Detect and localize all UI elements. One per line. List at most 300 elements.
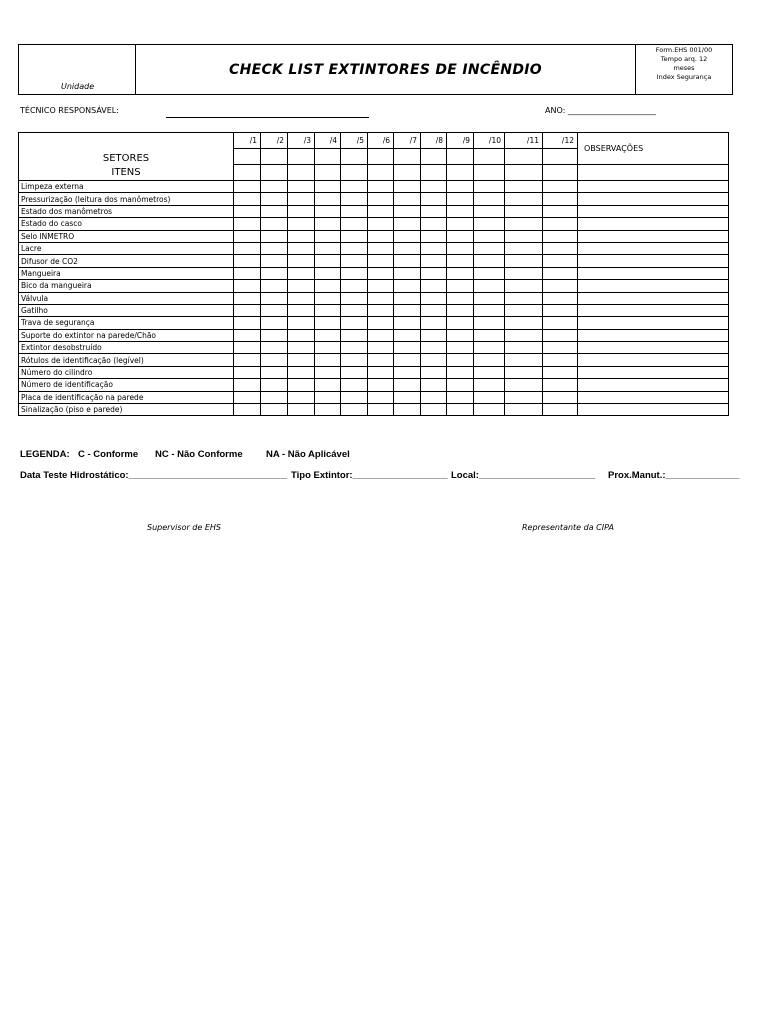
check-cell[interactable]: [543, 242, 578, 254]
check-cell[interactable]: [315, 304, 341, 316]
check-cell[interactable]: [505, 354, 543, 366]
check-cell[interactable]: [505, 280, 543, 292]
check-cell[interactable]: [505, 255, 543, 267]
month-header: /1: [234, 133, 261, 149]
sector-cell[interactable]: [447, 165, 474, 181]
sector-cell[interactable]: [315, 149, 341, 165]
check-cell[interactable]: [421, 354, 447, 366]
item-label: Mangueira: [19, 267, 234, 279]
check-cell[interactable]: [447, 205, 474, 217]
check-cell[interactable]: [261, 391, 288, 403]
check-cell[interactable]: [421, 193, 447, 205]
check-cell[interactable]: [394, 329, 421, 341]
sector-cell[interactable]: [543, 165, 578, 181]
check-cell[interactable]: [315, 354, 341, 366]
check-cell[interactable]: [341, 304, 368, 316]
check-cell[interactable]: [394, 317, 421, 329]
check-cell[interactable]: [474, 379, 505, 391]
check-cell[interactable]: [474, 205, 505, 217]
check-cell[interactable]: [474, 366, 505, 378]
local-field[interactable]: Local:______________________: [451, 470, 596, 481]
check-cell[interactable]: [315, 230, 341, 242]
check-cell[interactable]: [261, 242, 288, 254]
sector-cell[interactable]: [421, 165, 447, 181]
check-cell[interactable]: [447, 342, 474, 354]
form-title: CHECK LIST EXTINTORES DE INCÊNDIO: [229, 61, 542, 78]
check-cell[interactable]: [315, 379, 341, 391]
check-cell[interactable]: [474, 342, 505, 354]
check-cell[interactable]: [447, 280, 474, 292]
check-cell[interactable]: [394, 366, 421, 378]
check-cell[interactable]: [341, 354, 368, 366]
check-cell[interactable]: [421, 304, 447, 316]
check-cell[interactable]: [421, 280, 447, 292]
item-label: Número do cilindro: [19, 366, 234, 378]
check-cell[interactable]: [505, 329, 543, 341]
check-cell[interactable]: [505, 181, 543, 193]
sector-cell[interactable]: [315, 165, 341, 181]
check-cell[interactable]: [505, 230, 543, 242]
check-cell[interactable]: [421, 292, 447, 304]
check-cell[interactable]: [368, 404, 394, 416]
check-cell[interactable]: [421, 242, 447, 254]
check-cell[interactable]: [315, 205, 341, 217]
check-cell[interactable]: [447, 292, 474, 304]
check-cell[interactable]: [315, 280, 341, 292]
check-cell[interactable]: [447, 391, 474, 403]
check-cell[interactable]: [261, 329, 288, 341]
check-cell[interactable]: [421, 181, 447, 193]
check-cell[interactable]: [421, 379, 447, 391]
check-cell[interactable]: [288, 391, 315, 403]
check-cell[interactable]: [394, 255, 421, 267]
check-cell[interactable]: [394, 267, 421, 279]
month-header: /9: [447, 133, 474, 149]
check-cell[interactable]: [394, 218, 421, 230]
check-cell[interactable]: [394, 354, 421, 366]
sector-cell[interactable]: [447, 149, 474, 165]
table-row: [19, 292, 729, 304]
month-header: /4: [315, 133, 341, 149]
check-cell[interactable]: [234, 304, 261, 316]
check-cell[interactable]: [421, 317, 447, 329]
check-cell[interactable]: [261, 304, 288, 316]
check-cell[interactable]: [394, 181, 421, 193]
check-cell[interactable]: [261, 292, 288, 304]
check-cell[interactable]: [543, 280, 578, 292]
check-cell[interactable]: [543, 342, 578, 354]
check-cell[interactable]: [394, 280, 421, 292]
check-cell[interactable]: [394, 304, 421, 316]
check-cell[interactable]: [474, 404, 505, 416]
observation-cell[interactable]: [578, 404, 729, 416]
check-cell[interactable]: [368, 354, 394, 366]
check-cell[interactable]: [341, 379, 368, 391]
check-cell[interactable]: [543, 391, 578, 403]
check-cell[interactable]: [368, 205, 394, 217]
observation-cell[interactable]: [578, 242, 729, 254]
check-cell[interactable]: [505, 205, 543, 217]
sector-cell[interactable]: [505, 165, 543, 181]
check-cell[interactable]: [447, 329, 474, 341]
check-cell[interactable]: [543, 193, 578, 205]
check-cell[interactable]: [315, 342, 341, 354]
check-cell[interactable]: [368, 218, 394, 230]
check-cell[interactable]: [315, 391, 341, 403]
check-cell[interactable]: [447, 230, 474, 242]
check-cell[interactable]: [368, 181, 394, 193]
signature-cipa: Representante da CIPA: [522, 523, 615, 532]
sector-cell[interactable]: [474, 165, 505, 181]
sector-cell[interactable]: [261, 149, 288, 165]
check-cell[interactable]: [288, 292, 315, 304]
check-cell[interactable]: [368, 242, 394, 254]
item-label: Suporte do extintor na parede/Chão: [19, 329, 234, 341]
check-cell[interactable]: [234, 267, 261, 279]
check-cell[interactable]: [474, 218, 505, 230]
check-cell[interactable]: [288, 329, 315, 341]
check-cell[interactable]: [543, 354, 578, 366]
check-cell[interactable]: [315, 329, 341, 341]
check-cell[interactable]: [315, 292, 341, 304]
check-cell[interactable]: [505, 366, 543, 378]
check-cell[interactable]: [474, 267, 505, 279]
check-cell[interactable]: [505, 292, 543, 304]
check-cell[interactable]: [288, 193, 315, 205]
check-cell[interactable]: [447, 242, 474, 254]
check-cell[interactable]: [543, 329, 578, 341]
check-cell[interactable]: [474, 292, 505, 304]
check-cell[interactable]: [543, 292, 578, 304]
check-cell[interactable]: [234, 255, 261, 267]
check-cell[interactable]: [288, 379, 315, 391]
check-cell[interactable]: [505, 242, 543, 254]
check-cell[interactable]: [261, 366, 288, 378]
check-cell[interactable]: [341, 205, 368, 217]
check-cell[interactable]: [474, 230, 505, 242]
legend-conforme: C - Conforme: [78, 449, 139, 460]
sector-cell[interactable]: [234, 165, 261, 181]
check-cell[interactable]: [234, 193, 261, 205]
check-cell[interactable]: [261, 193, 288, 205]
check-cell[interactable]: [543, 255, 578, 267]
check-cell[interactable]: [447, 366, 474, 378]
check-cell[interactable]: [474, 181, 505, 193]
check-cell[interactable]: [234, 391, 261, 403]
check-cell[interactable]: [341, 342, 368, 354]
check-cell[interactable]: [474, 255, 505, 267]
check-cell[interactable]: [368, 317, 394, 329]
check-cell[interactable]: [315, 255, 341, 267]
check-cell[interactable]: [447, 181, 474, 193]
check-cell[interactable]: [421, 366, 447, 378]
observation-cell[interactable]: [578, 230, 729, 242]
observation-cell[interactable]: [578, 317, 729, 329]
check-cell[interactable]: [447, 255, 474, 267]
check-cell[interactable]: [474, 391, 505, 403]
month-header: /3: [288, 133, 315, 149]
check-cell[interactable]: [315, 267, 341, 279]
observation-cell[interactable]: [578, 292, 729, 304]
check-cell[interactable]: [288, 205, 315, 217]
sector-cell[interactable]: [368, 165, 394, 181]
sector-cell[interactable]: [421, 149, 447, 165]
check-cell[interactable]: [543, 205, 578, 217]
check-cell[interactable]: [261, 267, 288, 279]
check-cell[interactable]: [288, 242, 315, 254]
check-cell[interactable]: [288, 255, 315, 267]
check-cell[interactable]: [288, 267, 315, 279]
sector-cell[interactable]: [368, 149, 394, 165]
check-cell[interactable]: [543, 218, 578, 230]
observation-cell[interactable]: [578, 342, 729, 354]
check-cell[interactable]: [315, 193, 341, 205]
check-cell[interactable]: [261, 280, 288, 292]
check-cell[interactable]: [368, 280, 394, 292]
check-cell[interactable]: [234, 218, 261, 230]
check-cell[interactable]: [447, 317, 474, 329]
tipo-extintor-field[interactable]: Tipo Extintor:__________________: [291, 470, 448, 481]
check-cell[interactable]: [368, 391, 394, 403]
check-cell[interactable]: [234, 181, 261, 193]
header-row: [19, 133, 729, 149]
check-cell[interactable]: [543, 267, 578, 279]
observation-cell[interactable]: [578, 193, 729, 205]
observation-cell[interactable]: [578, 165, 729, 181]
table-row: [19, 379, 729, 391]
check-cell[interactable]: [288, 366, 315, 378]
check-cell[interactable]: [261, 317, 288, 329]
check-cell[interactable]: [368, 230, 394, 242]
check-cell[interactable]: [505, 404, 543, 416]
check-cell[interactable]: [368, 342, 394, 354]
check-cell[interactable]: [505, 218, 543, 230]
check-cell[interactable]: [421, 267, 447, 279]
check-cell[interactable]: [341, 267, 368, 279]
observation-cell[interactable]: [578, 205, 729, 217]
observation-cell[interactable]: [578, 304, 729, 316]
check-cell[interactable]: [341, 181, 368, 193]
check-cell[interactable]: [288, 354, 315, 366]
check-cell[interactable]: [421, 342, 447, 354]
check-cell[interactable]: [447, 267, 474, 279]
check-cell[interactable]: [341, 329, 368, 341]
sector-cell[interactable]: [341, 165, 368, 181]
check-cell[interactable]: [474, 242, 505, 254]
item-label: Gatilho: [19, 304, 234, 316]
check-cell[interactable]: [234, 292, 261, 304]
check-cell[interactable]: [505, 391, 543, 403]
check-cell[interactable]: [505, 267, 543, 279]
signature-supervisor: Supervisor de EHS: [147, 523, 221, 532]
check-cell[interactable]: [341, 242, 368, 254]
check-cell[interactable]: [394, 242, 421, 254]
check-cell[interactable]: [474, 280, 505, 292]
check-cell[interactable]: [261, 404, 288, 416]
check-cell[interactable]: [368, 329, 394, 341]
sector-cell[interactable]: [474, 149, 505, 165]
check-cell[interactable]: [288, 230, 315, 242]
check-cell[interactable]: [234, 354, 261, 366]
check-cell[interactable]: [234, 230, 261, 242]
check-cell[interactable]: [288, 317, 315, 329]
check-cell[interactable]: [447, 354, 474, 366]
sector-cell[interactable]: [543, 149, 578, 165]
check-cell[interactable]: [341, 255, 368, 267]
check-cell[interactable]: [505, 304, 543, 316]
observation-cell[interactable]: [578, 329, 729, 341]
check-cell[interactable]: [234, 242, 261, 254]
check-cell[interactable]: [421, 391, 447, 403]
check-cell[interactable]: [368, 304, 394, 316]
check-cell[interactable]: [447, 379, 474, 391]
ano-field[interactable]: ANO: ______________________: [545, 106, 656, 115]
check-cell[interactable]: [341, 193, 368, 205]
check-cell[interactable]: [543, 304, 578, 316]
check-cell[interactable]: [341, 230, 368, 242]
check-cell[interactable]: [315, 242, 341, 254]
check-cell[interactable]: [368, 267, 394, 279]
check-cell[interactable]: [394, 205, 421, 217]
sector-cell[interactable]: [394, 165, 421, 181]
check-cell[interactable]: [288, 181, 315, 193]
check-cell[interactable]: [421, 230, 447, 242]
check-cell[interactable]: [261, 218, 288, 230]
check-cell[interactable]: [234, 280, 261, 292]
check-cell[interactable]: [505, 379, 543, 391]
check-cell[interactable]: [447, 218, 474, 230]
table-row: [19, 354, 729, 366]
check-cell[interactable]: [421, 404, 447, 416]
check-cell[interactable]: [474, 354, 505, 366]
check-cell[interactable]: [543, 366, 578, 378]
unit-cell: [19, 45, 136, 94]
check-cell[interactable]: [368, 193, 394, 205]
check-cell[interactable]: [288, 218, 315, 230]
check-cell[interactable]: [421, 205, 447, 217]
check-cell[interactable]: [505, 193, 543, 205]
check-cell[interactable]: [315, 366, 341, 378]
check-cell[interactable]: [543, 230, 578, 242]
check-cell[interactable]: [234, 329, 261, 341]
check-cell[interactable]: [421, 218, 447, 230]
check-cell[interactable]: [505, 342, 543, 354]
sector-cell[interactable]: [394, 149, 421, 165]
check-cell[interactable]: [474, 304, 505, 316]
sector-cell[interactable]: [288, 165, 315, 181]
check-cell[interactable]: [261, 255, 288, 267]
check-cell[interactable]: [261, 379, 288, 391]
check-cell[interactable]: [474, 329, 505, 341]
sector-cell[interactable]: [341, 149, 368, 165]
check-cell[interactable]: [394, 193, 421, 205]
check-cell[interactable]: [288, 280, 315, 292]
observation-cell[interactable]: [578, 379, 729, 391]
check-cell[interactable]: [288, 404, 315, 416]
check-cell[interactable]: [447, 193, 474, 205]
check-cell[interactable]: [394, 342, 421, 354]
sector-cell[interactable]: [261, 165, 288, 181]
check-cell[interactable]: [341, 218, 368, 230]
prox-manut-field[interactable]: Prox.Manut.:______________: [608, 470, 740, 481]
check-cell[interactable]: [261, 342, 288, 354]
observation-cell[interactable]: [578, 267, 729, 279]
table-row: [19, 193, 729, 205]
item-label: Difusor de CO2: [19, 255, 234, 267]
observation-cell[interactable]: [578, 181, 729, 193]
tecnico-field[interactable]: [166, 108, 369, 118]
month-header: /10: [474, 133, 505, 149]
check-cell[interactable]: [447, 404, 474, 416]
check-cell[interactable]: [421, 255, 447, 267]
check-cell[interactable]: [261, 181, 288, 193]
check-cell[interactable]: [261, 205, 288, 217]
check-cell[interactable]: [543, 404, 578, 416]
check-cell[interactable]: [368, 379, 394, 391]
check-cell[interactable]: [474, 193, 505, 205]
check-cell[interactable]: [447, 304, 474, 316]
check-cell[interactable]: [543, 379, 578, 391]
observation-cell[interactable]: [578, 280, 729, 292]
observation-cell[interactable]: [578, 354, 729, 366]
check-cell[interactable]: [234, 342, 261, 354]
check-cell[interactable]: [394, 230, 421, 242]
check-cell[interactable]: [315, 181, 341, 193]
check-cell[interactable]: [234, 379, 261, 391]
form-header: [18, 44, 733, 95]
observation-cell[interactable]: [578, 218, 729, 230]
check-cell[interactable]: [315, 317, 341, 329]
check-cell[interactable]: [261, 354, 288, 366]
check-cell[interactable]: [341, 292, 368, 304]
sector-cell[interactable]: [234, 149, 261, 165]
check-cell[interactable]: [394, 391, 421, 403]
check-cell[interactable]: [421, 329, 447, 341]
data-teste-field[interactable]: Data Teste Hidrostático:______________________________: [20, 470, 288, 481]
check-cell[interactable]: [543, 181, 578, 193]
check-cell[interactable]: [341, 391, 368, 403]
check-cell[interactable]: [288, 304, 315, 316]
check-cell[interactable]: [368, 255, 394, 267]
check-cell[interactable]: [234, 366, 261, 378]
check-cell[interactable]: [394, 379, 421, 391]
check-cell[interactable]: [234, 404, 261, 416]
check-cell[interactable]: [341, 280, 368, 292]
check-cell[interactable]: [368, 292, 394, 304]
observation-cell[interactable]: [578, 391, 729, 403]
check-cell[interactable]: [394, 404, 421, 416]
check-cell[interactable]: [261, 230, 288, 242]
check-cell[interactable]: [315, 404, 341, 416]
check-cell[interactable]: [234, 205, 261, 217]
observation-cell[interactable]: [578, 255, 729, 267]
check-cell[interactable]: [368, 366, 394, 378]
check-cell[interactable]: [288, 342, 315, 354]
check-cell[interactable]: [543, 317, 578, 329]
check-cell[interactable]: [234, 317, 261, 329]
sector-cell[interactable]: [288, 149, 315, 165]
check-cell[interactable]: [474, 317, 505, 329]
check-cell[interactable]: [505, 317, 543, 329]
setores-itens-cell: [19, 133, 234, 181]
check-cell[interactable]: [341, 317, 368, 329]
check-cell[interactable]: [315, 218, 341, 230]
check-cell[interactable]: [341, 366, 368, 378]
sector-cell[interactable]: [505, 149, 543, 165]
check-cell[interactable]: [394, 292, 421, 304]
observation-cell[interactable]: [578, 366, 729, 378]
check-cell[interactable]: [341, 404, 368, 416]
